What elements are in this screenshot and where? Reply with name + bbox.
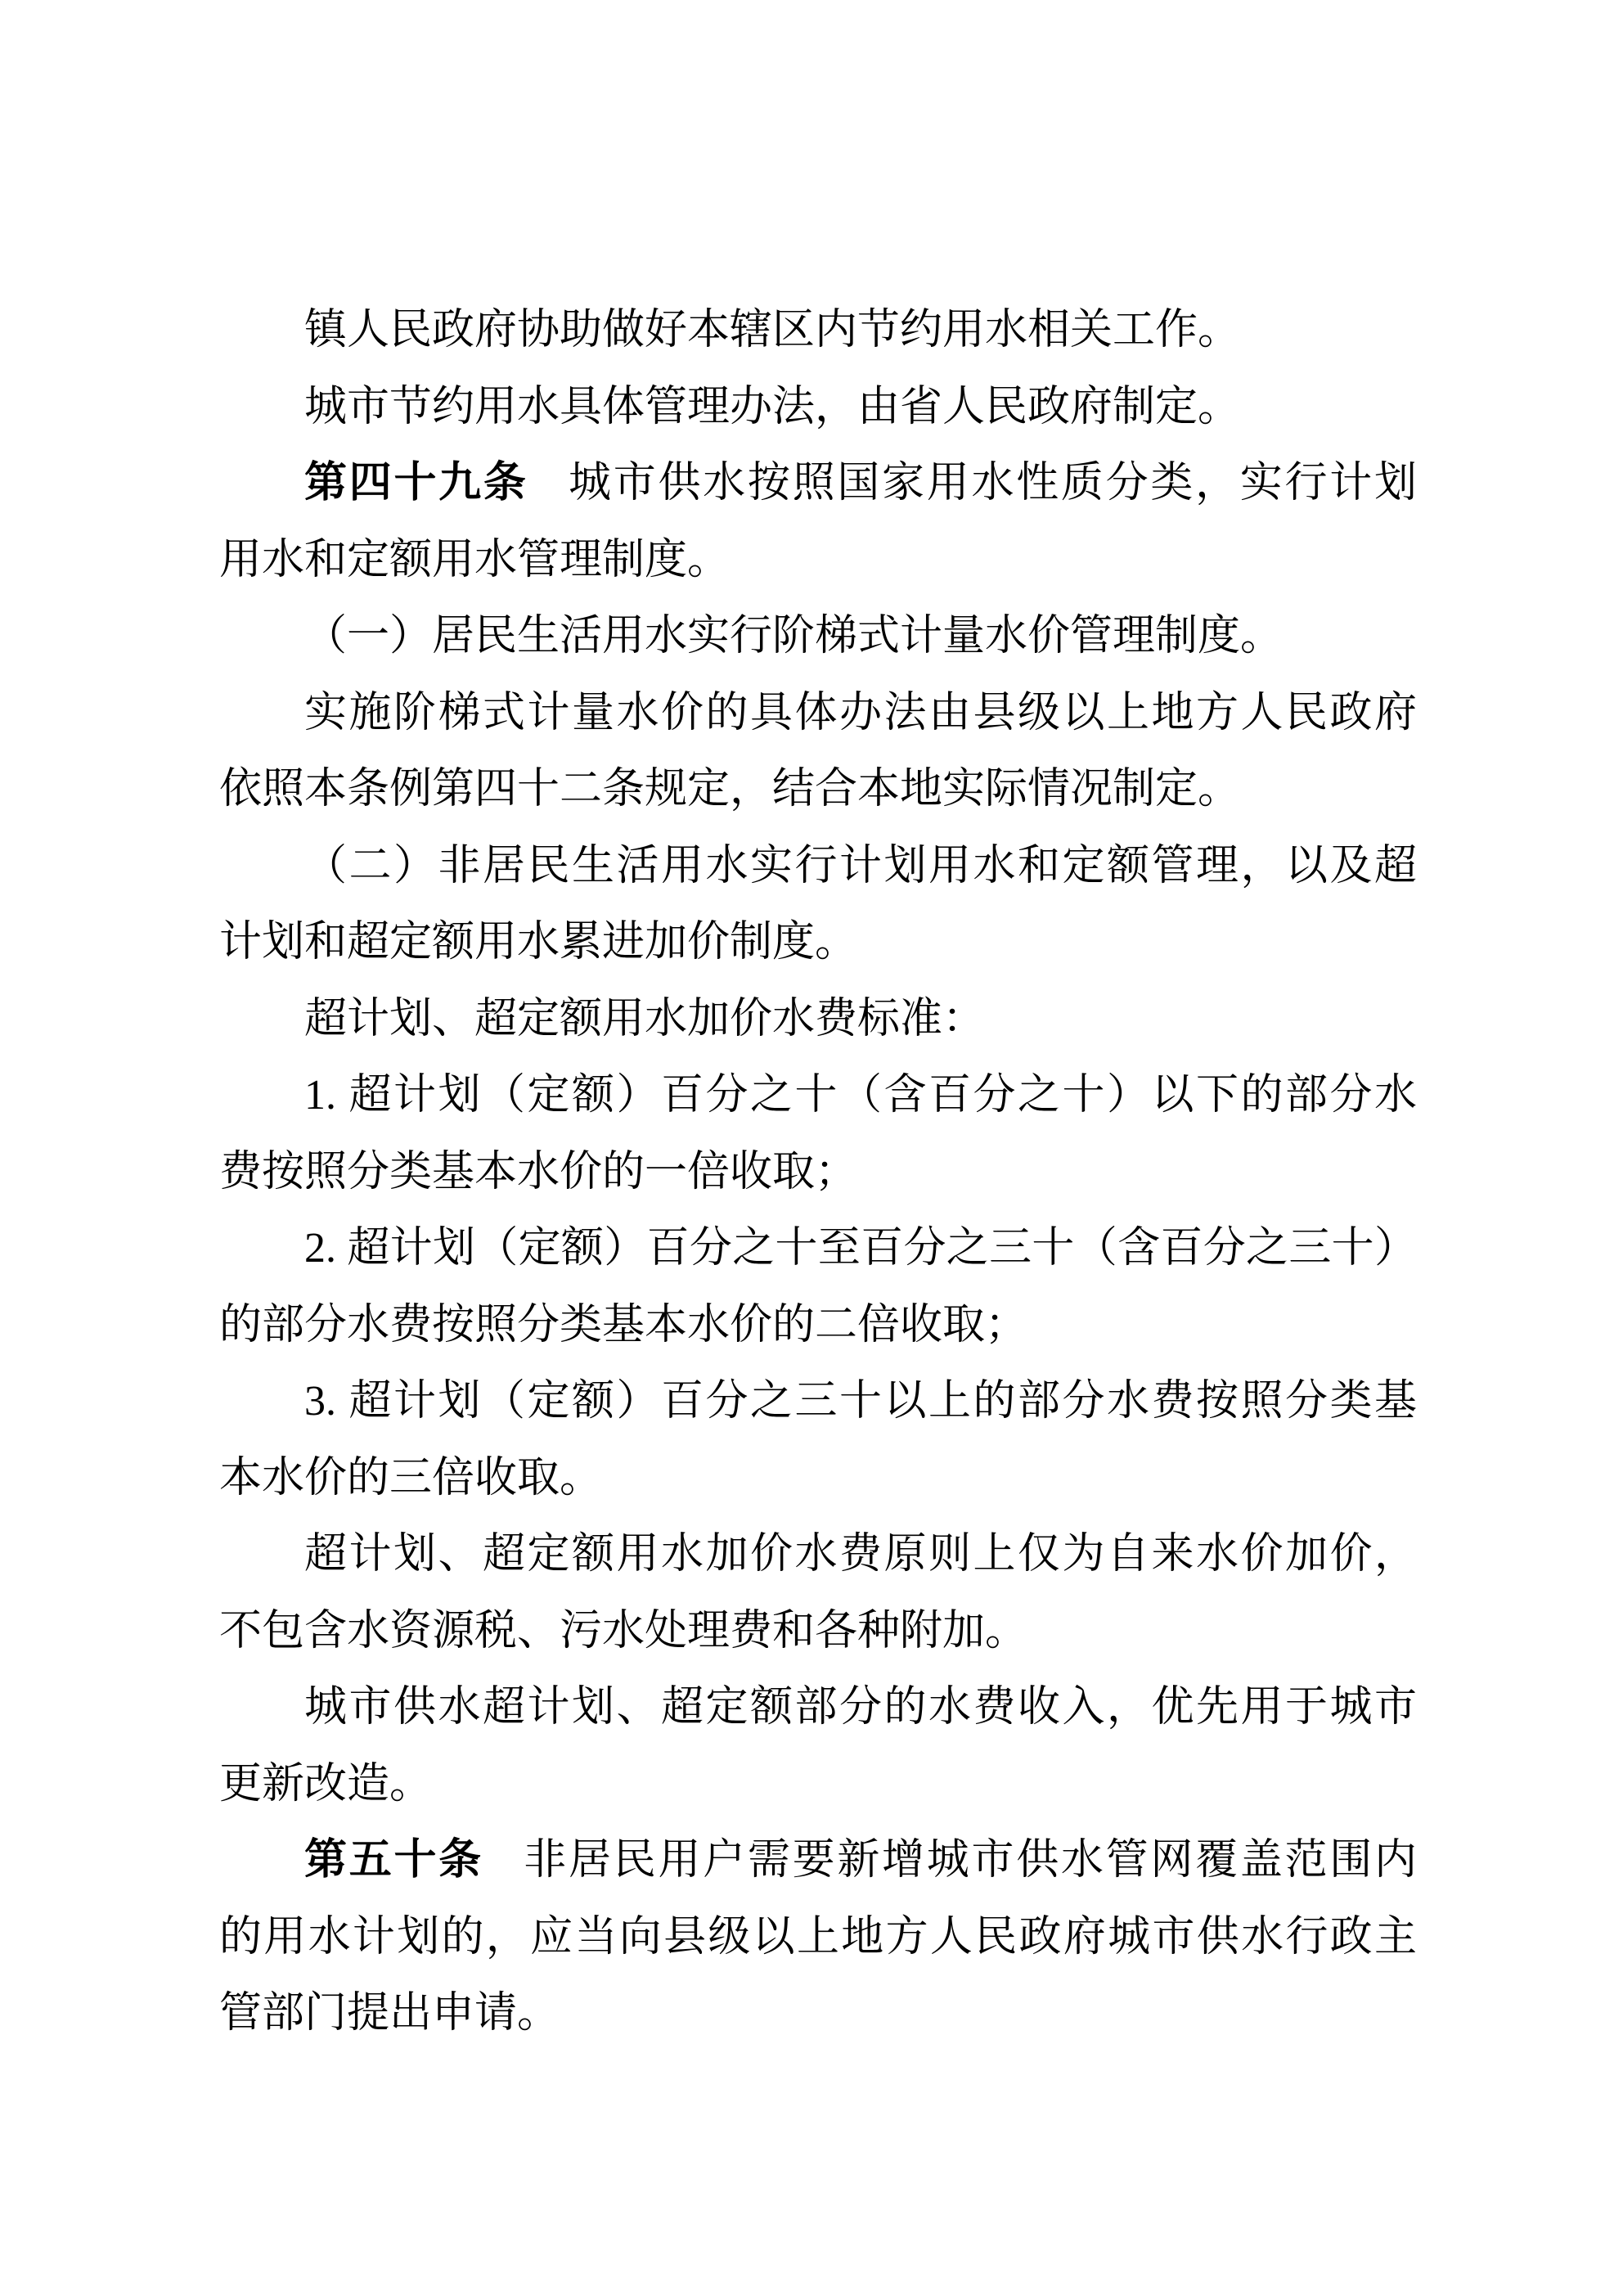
- text-line: 计划和超定额用水累进加价制度。: [219, 919, 858, 966]
- text-line: 实施阶梯式计量水价的具体办法由县级以上地方人民政府: [304, 689, 1417, 736]
- text-line: 城市供水按照国家用水性质分类，实行计划: [569, 460, 1417, 506]
- text-line: （一）居民生活用水实行阶梯式计量水价管理制度。: [304, 613, 1284, 660]
- text-line: （二）非居民生活用水实行计划用水和定额管理，以及超: [304, 842, 1417, 889]
- text-line: 的部分水费按照分类基本水价的二倍收取；: [219, 1301, 1028, 1348]
- text-line: 超计划、超定额用水加价水费原则上仅为自来水价加价，: [304, 1531, 1417, 1578]
- text-line: 管部门提出申请。: [219, 1990, 560, 2037]
- text-line: 超计划、超定额用水加价水费标准：: [304, 995, 986, 1042]
- text-line: 2. 超计划（定额）百分之十至百分之三十（含百分之三十）: [304, 1225, 1417, 1272]
- text-line: 本水价的三倍收取。: [219, 1454, 603, 1501]
- text-line: 3. 超计划（定额）百分之三十以上的部分水费按照分类基: [304, 1378, 1417, 1425]
- text-line: 依照本条例第四十二条规定，结合本地实际情况制定。: [219, 766, 1241, 813]
- text-line: 镇人民政府协助做好本辖区内节约用水相关工作。: [304, 307, 1241, 353]
- article-50-line: [219, 1822, 1417, 1899]
- text-line: 1. 超计划（定额）百分之十（含百分之十）以下的部分水: [304, 1072, 1417, 1119]
- text-line: 城市供水超计划、超定额部分的水费收入，优先用于城市: [304, 1684, 1417, 1731]
- text-line: 费按照分类基本水价的一倍收取；: [219, 1148, 858, 1195]
- text-line: 的用水计划的，应当向县级以上地方人民政府城市供水行政主: [219, 1913, 1417, 1961]
- text-line: 非居民用户需要新增城市供水管网覆盖范围内: [524, 1837, 1417, 1884]
- text-line: 不包含水资源税、污水处理费和各种附加。: [219, 1607, 1028, 1654]
- text-line: 城市节约用水具体管理办法，由省人民政府制定。: [304, 383, 1241, 430]
- text-line: 更新改造。: [219, 1760, 433, 1808]
- article-49-number: 第四十九条: [304, 459, 528, 506]
- article-49-line: [219, 445, 1417, 522]
- document-text-block: [219, 292, 1417, 2052]
- text-line: 用水和定额用水管理制度。: [219, 536, 731, 583]
- article-50-number: 第五十条: [304, 1836, 483, 1884]
